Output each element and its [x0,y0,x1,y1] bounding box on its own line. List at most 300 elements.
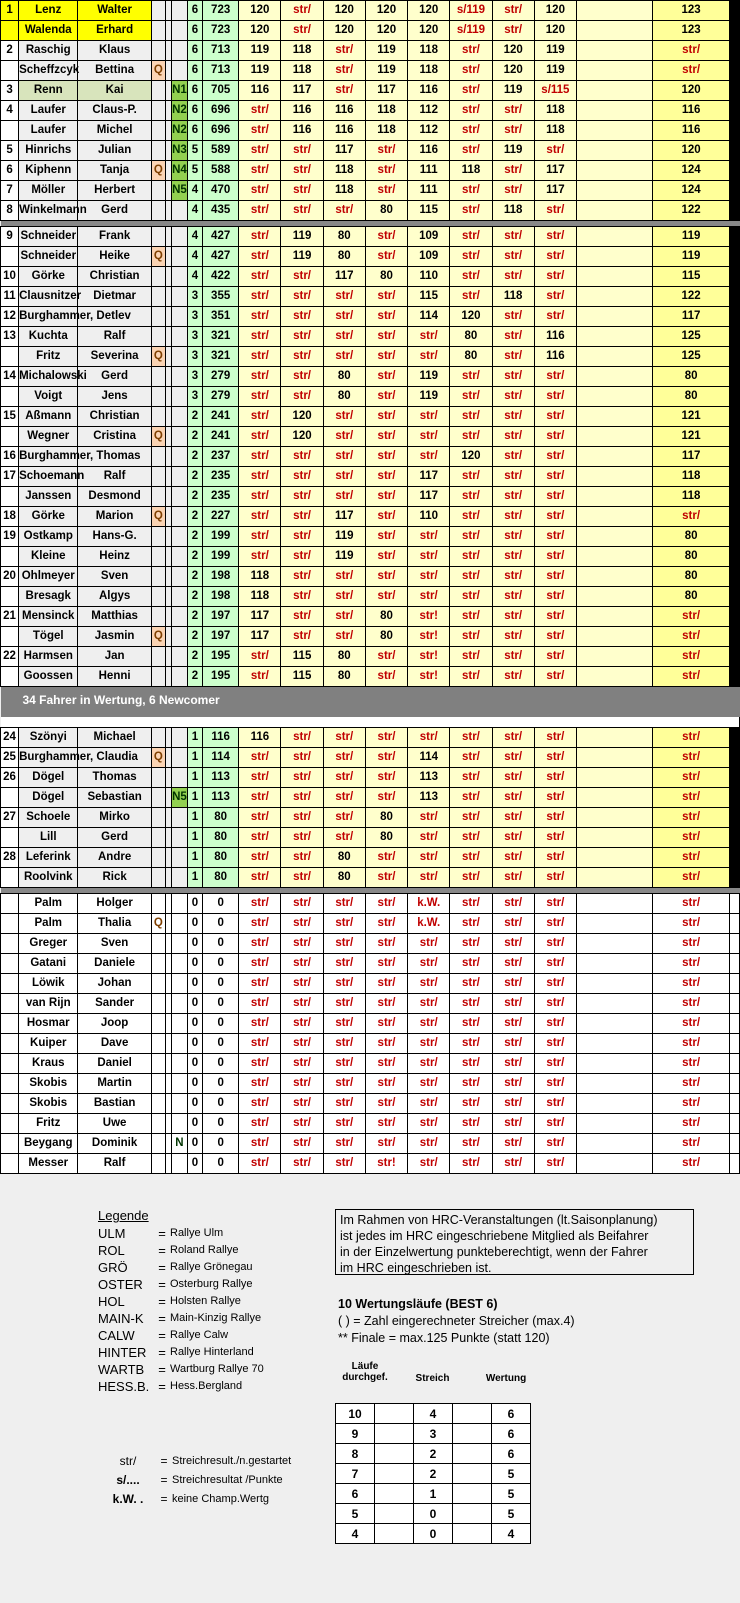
legend-item [98,1276,264,1293]
result-cell: str/ [450,267,492,287]
result-cell: str/ [323,587,365,607]
total-points-cell: 195 [203,667,239,687]
result-cell: str/ [534,567,576,587]
result-cell: str/ [281,347,323,367]
result-cell: str/ [281,1134,323,1154]
rank-cell [1,587,19,607]
rank-cell: 10 [1,267,19,287]
row-end-bar [729,728,739,748]
result-cell: s/115 [534,81,576,101]
result-cell: str/ [323,487,365,507]
final-cell: str/ [653,627,729,647]
total-points-cell: 470 [203,181,239,201]
row-end-bar [729,41,739,61]
result-cell: str/ [492,447,534,467]
rank-cell: 3 [1,81,19,101]
final-cell: str/ [653,994,729,1014]
result-cell: str/ [534,527,576,547]
discard-table [335,1361,531,1544]
empty-result-cell [576,307,652,327]
final-cell: 80 [653,587,729,607]
result-cell: str/ [450,41,492,61]
result-cell: str/ [323,627,365,647]
result-cell: str/ [492,828,534,848]
result-cell: str/ [492,567,534,587]
result-cell: 115 [408,287,450,307]
total-points-cell: 279 [203,387,239,407]
total-points-cell: 0 [203,1034,239,1054]
legend-key: GRÖ [98,1260,128,1275]
rank-cell: 1 [1,1,19,21]
newcomer-flag-cell [171,1054,187,1074]
codriver-flag-cell [151,894,165,914]
rank-cell [1,1134,19,1154]
last-name-cell: Hinrichs [19,141,78,161]
first-name-cell: Ralf [78,467,151,487]
result-cell: str/ [323,1114,365,1134]
result-cell: str/ [281,748,323,768]
discard-header-runs [340,1361,390,1383]
newcomer-flag-cell [171,327,187,347]
result-cell: str/ [408,447,450,467]
newcomer-flag-cell [171,427,187,447]
newcomer-flag-cell [171,1074,187,1094]
result-cell: 114 [408,307,450,327]
codriver-flag-cell [151,81,165,101]
result-cell: str! [408,627,450,647]
result-cell: 116 [534,347,576,367]
first-name-cell: Erhard [78,21,151,41]
last-name-cell: Schoemann [19,467,78,487]
result-cell: 117 [323,267,365,287]
total-points-cell: 0 [203,994,239,1014]
result-cell: str/ [534,808,576,828]
standings-row [1,788,740,808]
row-end-bar [729,227,739,247]
result-cell: 116 [408,141,450,161]
empty-result-cell [576,101,652,121]
legend-key: ROL [98,1243,125,1258]
final-cell: str/ [653,828,729,848]
result-cell: str/ [365,768,407,788]
last-name-cell: Goossen [19,667,78,687]
rank-cell: 20 [1,567,19,587]
codriver-flag-cell [151,121,165,141]
row-end-bar [729,1134,739,1154]
row-end-bar [729,81,739,101]
result-cell: str/ [534,247,576,267]
row-end-bar [729,201,739,221]
first-name-cell: Gerd [78,201,151,221]
result-cell: str/ [450,1134,492,1154]
runs-count-cell: 0 [187,1114,202,1134]
final-cell: 118 [653,467,729,487]
result-cell: str/ [365,728,407,748]
result-cell: str/ [365,848,407,868]
last-name-cell: Burghammer, Thomas [19,447,78,467]
last-name-cell: van Rijn [19,994,78,1014]
result-cell: str/ [365,974,407,994]
total-points-cell: 80 [203,848,239,868]
result-cell: str/ [239,934,281,954]
runs-count-cell: 6 [187,21,202,41]
runs-count-cell: 1 [187,848,202,868]
empty-result-cell [576,447,652,467]
codriver-flag-cell: Q [151,748,165,768]
result-cell: str/ [450,934,492,954]
first-name-cell: Kai [78,81,151,101]
codriver-flag-cell [151,527,165,547]
result-cell: 115 [408,201,450,221]
last-name-cell: Wegner [19,427,78,447]
row-end-bar [729,848,739,868]
empty-result-cell [576,627,652,647]
row-end-bar [729,1014,739,1034]
result-cell: str/ [239,1034,281,1054]
codriver-flag-cell [151,828,165,848]
first-name-cell: Hans-G. [78,527,151,547]
result-cell: str/ [408,954,450,974]
first-name-cell: Gerd [78,828,151,848]
result-cell: str/ [408,848,450,868]
first-name-cell: Jens [78,387,151,407]
row-end-bar [729,367,739,387]
result-cell: str/ [450,954,492,974]
legend-value: Rallye Grönegau [170,1261,253,1273]
codriver-flag-cell [151,607,165,627]
last-name-cell: Möller [19,181,78,201]
total-points-cell: 197 [203,627,239,647]
row-end-bar [729,287,739,307]
legend-value: Wartburg Rallye 70 [170,1363,264,1375]
result-cell: str/ [492,267,534,287]
codriver-flag-cell: Q [151,507,165,527]
result-cell: str/ [239,808,281,828]
result-cell: str/ [408,1154,450,1174]
final-cell: str/ [653,974,729,994]
result-cell: str/ [492,587,534,607]
result-cell: str/ [492,427,534,447]
result-cell: str/ [239,327,281,347]
final-cell: 125 [653,347,729,367]
result-cell: str/ [365,507,407,527]
final-cell: 124 [653,181,729,201]
result-cell: str/ [492,1134,534,1154]
rank-cell: 27 [1,808,19,828]
rank-cell [1,954,19,974]
result-cell: 116 [323,101,365,121]
spacer-cell [453,1464,492,1484]
last-name-cell: Voigt [19,387,78,407]
empty-result-cell [576,768,652,788]
standings-row [1,267,740,287]
result-cell: str/ [534,307,576,327]
result-cell: 118 [239,567,281,587]
row-end-bar [729,748,739,768]
result-cell: 119 [323,547,365,567]
last-name-cell: Roolvink [19,868,78,888]
wertung-cell: 4 [492,1524,531,1544]
result-cell: str/ [492,21,534,41]
first-name-cell: Severina [78,347,151,367]
result-cell: str/ [450,587,492,607]
last-name-cell: Raschig [19,41,78,61]
total-points-cell: 116 [203,728,239,748]
result-cell: str/ [408,828,450,848]
standings-row [1,974,740,994]
newcomer-flag-cell [171,954,187,974]
runs-count-cell: 2 [187,547,202,567]
runs-count-cell: 1 [187,808,202,828]
runs-count-cell: 2 [187,467,202,487]
codriver-flag-cell [151,934,165,954]
runs-count-cell: 0 [187,954,202,974]
codriver-flag-cell: Q [151,627,165,647]
standings-row [1,427,740,447]
standings-row [1,447,740,467]
standings-row [1,387,740,407]
newcomer-flag-cell: N1 [171,81,187,101]
codriver-flag-cell [151,647,165,667]
result-cell: str! [408,667,450,687]
info-box [335,1209,694,1275]
runs-count-cell: 6 [187,61,202,81]
result-cell: 116 [323,121,365,141]
result-cell: str/ [408,1114,450,1134]
result-cell: str/ [492,387,534,407]
last-name-cell: Leferink [19,848,78,868]
runs-count-cell: 6 [187,1,202,21]
codriver-flag-cell [151,768,165,788]
final-cell: 116 [653,101,729,121]
empty-result-cell [576,227,652,247]
newcomer-flag-cell [171,21,187,41]
result-cell: str/ [534,748,576,768]
final-cell: str/ [653,768,729,788]
row-end-bar [729,1094,739,1114]
newcomer-flag-cell [171,994,187,1014]
final-cell: str/ [653,1074,729,1094]
legend-equals: = [158,1243,166,1258]
newcomer-flag-cell [171,407,187,427]
total-points-cell: 0 [203,974,239,994]
legend [98,1208,264,1395]
newcomer-flag-cell: N4 [171,161,187,181]
codriver-flag-cell [151,667,165,687]
empty-result-cell [576,467,652,487]
result-cell: str/ [365,748,407,768]
result-cell: str/ [281,627,323,647]
runs-count-cell: 2 [187,587,202,607]
newcomer-flag-cell [171,387,187,407]
last-name-cell: Winkelmann [19,201,78,221]
final-cell: 121 [653,427,729,447]
blank-row [1,717,740,728]
result-cell: str/ [323,327,365,347]
result-cell: str/ [408,1074,450,1094]
result-cell: str/ [534,201,576,221]
last-name-cell: Aßmann [19,407,78,427]
row-end-bar [729,327,739,347]
final-cell: str/ [653,1094,729,1114]
empty-result-cell [576,728,652,748]
standings-row [1,347,740,367]
result-cell: str/ [323,307,365,327]
result-cell: str/ [239,181,281,201]
result-cell: 120 [239,21,281,41]
result-cell: str/ [239,507,281,527]
empty-result-cell [576,61,652,81]
result-cell: str/ [323,808,365,828]
result-cell: str/ [323,994,365,1014]
discard-row [336,1524,531,1544]
newcomer-flag-cell [171,41,187,61]
empty-result-cell [576,347,652,367]
result-cell: str/ [408,1014,450,1034]
result-cell: 80 [323,247,365,267]
legend-value: Roland Rallye [170,1244,239,1256]
result-cell: str/ [534,367,576,387]
result-cell: str/ [323,1014,365,1034]
result-cell: 119 [365,61,407,81]
result-cell: str/ [408,1054,450,1074]
result-cell: str/ [492,994,534,1014]
result-cell: str/ [450,567,492,587]
final-cell: 80 [653,567,729,587]
result-cell: str/ [450,728,492,748]
result-cell: str/ [239,367,281,387]
row-end-bar [729,487,739,507]
standings-row [1,1154,740,1174]
last-name-cell: Greger [19,934,78,954]
codriver-flag-cell: Q [151,914,165,934]
runs-count-cell: 0 [187,1154,202,1174]
legend-value: Rallye Ulm [170,1227,224,1239]
result-cell: str/ [365,1014,407,1034]
codriver-flag-cell [151,181,165,201]
runs-cell: 8 [336,1444,375,1464]
result-cell: str/ [408,587,450,607]
empty-result-cell [576,954,652,974]
header-runs-line1: Läufe [351,1361,379,1372]
final-cell: str/ [653,41,729,61]
standings-row [1,181,740,201]
final-cell: str/ [653,728,729,748]
result-cell: str/ [281,587,323,607]
result-cell: str/ [408,527,450,547]
last-name-cell: Beygang [19,1134,78,1154]
row-end-bar [729,788,739,808]
result-cell: 110 [408,507,450,527]
row-end-bar [729,587,739,607]
codriver-flag-cell [151,974,165,994]
result-cell: str/ [281,447,323,467]
newcomer-flag-cell [171,307,187,327]
result-cell: str! [408,607,450,627]
result-cell: 118 [323,161,365,181]
abbreviation-item [100,1471,291,1490]
runs-count-cell: 3 [187,287,202,307]
result-cell: str/ [239,768,281,788]
standings-row [1,607,740,627]
result-cell: str/ [239,954,281,974]
result-cell: 117 [408,467,450,487]
empty-result-cell [576,547,652,567]
newcomer-flag-cell [171,347,187,367]
result-cell: str/ [281,1094,323,1114]
result-cell: 120 [408,1,450,21]
final-cell: str/ [653,788,729,808]
result-cell: str/ [492,347,534,367]
abbreviation-equals: = [160,1492,168,1506]
result-cell: s/119 [450,21,492,41]
row-end-bar [729,954,739,974]
runs-count-cell: 2 [187,527,202,547]
result-cell: str/ [365,647,407,667]
codriver-flag-cell [151,788,165,808]
result-cell: str/ [239,647,281,667]
rank-cell: 4 [1,101,19,121]
codriver-flag-cell [151,1,165,21]
row-end-bar [729,627,739,647]
legend-equals: = [158,1328,166,1343]
abbreviation-equals: = [160,1473,168,1487]
result-cell: str/ [450,748,492,768]
total-points-cell: 427 [203,227,239,247]
row-end-bar [729,1054,739,1074]
legend-equals: = [158,1311,166,1326]
streich-cell: 2 [414,1444,453,1464]
legend-item [98,1225,264,1242]
result-cell: str/ [323,81,365,101]
standings-row [1,41,740,61]
codriver-flag-cell: Q [151,61,165,81]
empty-result-cell [576,1054,652,1074]
result-cell: str/ [450,808,492,828]
result-cell: str/ [450,201,492,221]
total-points-cell: 114 [203,748,239,768]
rank-cell [1,387,19,407]
newcomer-flag-cell [171,247,187,267]
spacer-cell [375,1444,414,1464]
result-cell: str/ [323,607,365,627]
result-cell: str/ [450,507,492,527]
rank-cell: 12 [1,307,19,327]
codriver-flag-cell [151,868,165,888]
result-cell: str/ [408,547,450,567]
final-cell: str/ [653,507,729,527]
total-points-cell: 241 [203,427,239,447]
total-points-cell: 321 [203,347,239,367]
codriver-flag-cell [151,201,165,221]
empty-result-cell [576,387,652,407]
runs-count-cell: 1 [187,788,202,808]
standings-row [1,748,740,768]
result-cell: str/ [492,934,534,954]
legend-value: Holsten Rallye [170,1295,241,1307]
empty-result-cell [576,161,652,181]
result-cell: str/ [534,487,576,507]
empty-result-cell [576,141,652,161]
runs-count-cell: 0 [187,974,202,994]
spacer-cell [375,1424,414,1444]
result-cell: str/ [281,1074,323,1094]
final-cell: str/ [653,848,729,868]
final-cell: 123 [653,1,729,21]
result-cell: str/ [239,788,281,808]
result-cell: 118 [323,181,365,201]
row-end-bar [729,387,739,407]
